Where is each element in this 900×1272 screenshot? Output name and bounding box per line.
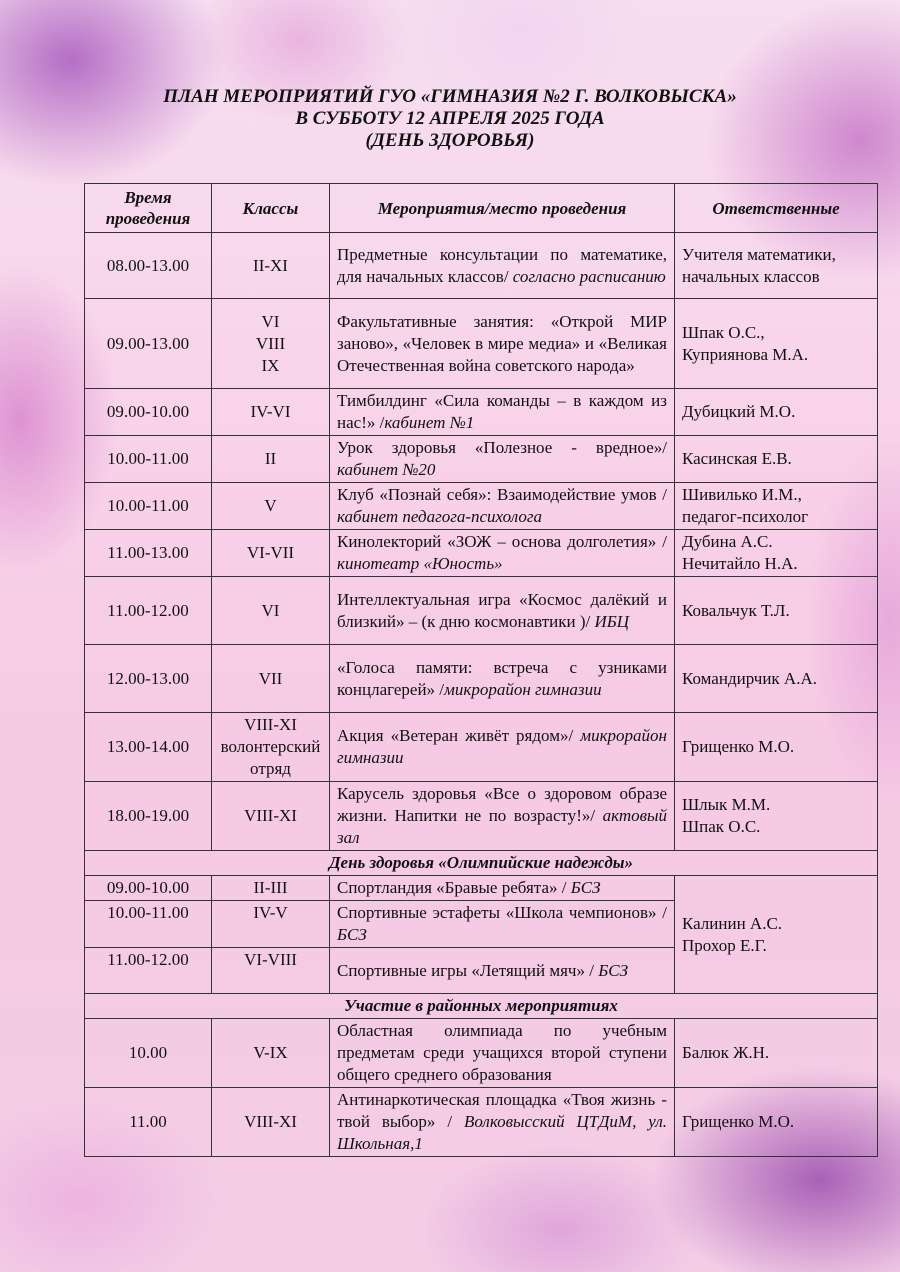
section-responsible: Калинин А.С. Прохор Е.Г. — [675, 876, 878, 994]
row-classes: VI-VIII — [212, 948, 330, 994]
row-time: 10.00-11.00 — [85, 901, 212, 948]
row-classes: VI-VII — [212, 530, 330, 577]
row-classes: II-XI — [212, 233, 330, 299]
title-line-3: (ДЕНЬ ЗДОРОВЬЯ) — [365, 130, 535, 151]
event-text: Урок здоровья «Полезное - вредное»/ — [337, 438, 667, 457]
row-classes: VI VIII IX — [212, 299, 330, 389]
row-event — [330, 389, 675, 436]
event-place: согласно расписанию — [512, 266, 666, 286]
row-event — [330, 299, 675, 389]
row-event — [330, 233, 675, 299]
event-place: актовый зал — [337, 806, 667, 847]
event-text: Факультативные занятия: «Открой МИР заново», «Человек в мире медиа» и «Великая Отечественная война советского народа» — [337, 311, 667, 375]
header-events: Мероприятия/место проведения — [330, 184, 675, 233]
event-text: Антинаркотическая площадка «Твоя жизнь - твой выбор» / — [337, 1090, 667, 1131]
row-classes: VIII-XI — [212, 1088, 330, 1157]
row-responsible: Ковальчук Т.Л. — [675, 577, 878, 645]
section-heading-row — [85, 994, 878, 1019]
table-row — [85, 713, 878, 782]
row-event — [330, 577, 675, 645]
event-place: БСЗ — [570, 878, 601, 897]
row-time: 11.00-13.00 — [85, 530, 212, 577]
row-time: 10.00 — [85, 1019, 212, 1088]
event-text: Тимбилдинг «Сила команды – в каждом из нас!» / — [337, 391, 667, 432]
header-responsible: Ответственные — [675, 184, 878, 233]
row-event — [330, 645, 675, 713]
row-time: 11.00-12.00 — [85, 948, 212, 994]
row-classes: VII — [212, 645, 330, 713]
page-title — [0, 86, 900, 152]
row-responsible: Командирчик А.А. — [675, 645, 878, 713]
table-row — [85, 1019, 878, 1088]
event-text: Карусель здоровья «Все о здоровом образе жизни. Напитки не по возрасту!»/ — [337, 784, 667, 825]
row-classes: II — [212, 436, 330, 483]
row-classes: II-III — [212, 876, 330, 901]
row-classes: VIII-XI — [212, 782, 330, 851]
row-event — [330, 901, 675, 948]
row-time: 10.00-11.00 — [85, 436, 212, 483]
row-responsible: Шпак О.С., Куприянова М.А. — [675, 299, 878, 389]
table-row — [85, 876, 878, 901]
row-event — [330, 436, 675, 483]
row-time: 18.00-19.00 — [85, 782, 212, 851]
row-event — [330, 713, 675, 782]
row-time: 09.00-10.00 — [85, 876, 212, 901]
row-event — [330, 530, 675, 577]
row-event — [330, 876, 675, 901]
event-place: кабинет №1 — [384, 413, 475, 432]
table-row — [85, 233, 878, 299]
event-place: БСЗ — [598, 960, 628, 980]
event-text: Акция «Ветеран живёт рядом»/ — [337, 726, 581, 745]
event-place: ИБЦ — [594, 611, 630, 631]
row-time: 11.00-12.00 — [85, 577, 212, 645]
event-place: Волковысский ЦТДиМ, ул. Школьная,1 — [337, 1112, 667, 1153]
row-responsible: Касинская Е.В. — [675, 436, 878, 483]
row-event — [330, 1088, 675, 1157]
row-responsible: Балюк Ж.Н. — [675, 1019, 878, 1088]
section-heading-row — [85, 851, 878, 876]
title-line-1: ПЛАН МЕРОПРИЯТИЙ ГУО «ГИМНАЗИЯ №2 Г. ВОЛКОВЫСКА» — [163, 86, 737, 107]
row-time: 08.00-13.00 — [85, 233, 212, 299]
row-event — [330, 948, 675, 994]
row-time: 11.00 — [85, 1088, 212, 1157]
row-responsible: Учителя математики, начальных классов — [675, 233, 878, 299]
row-responsible: Шлык М.М. Шпак О.С. — [675, 782, 878, 851]
event-text: Кинолекторий «ЗОЖ – основа долголетия» / — [337, 532, 667, 551]
table-row — [85, 782, 878, 851]
row-time: 12.00-13.00 — [85, 645, 212, 713]
header-classes: Классы — [212, 184, 330, 233]
row-classes: VI — [212, 577, 330, 645]
event-place: кинотеатр «Юность» — [337, 554, 503, 573]
table-row — [85, 645, 878, 713]
row-classes: V-IX — [212, 1019, 330, 1088]
table-row — [85, 436, 878, 483]
row-event — [330, 1019, 675, 1088]
header-time: Время проведения — [85, 184, 212, 233]
event-place: микрорайон гимназии — [337, 726, 667, 767]
table-row — [85, 530, 878, 577]
row-responsible: Грищенко М.О. — [675, 713, 878, 782]
event-place: кабинет №20 — [337, 460, 436, 479]
event-place: кабинет педагога-психолога — [337, 507, 543, 526]
title-line-2: В СУББОТУ 12 АПРЕЛЯ 2025 ГОДА — [295, 108, 605, 129]
section-district-title: Участие в районных мероприятиях — [85, 994, 878, 1019]
table-row — [85, 483, 878, 530]
row-responsible: Грищенко М.О. — [675, 1088, 878, 1157]
row-time: 09.00-13.00 — [85, 299, 212, 389]
event-text: Клуб «Познай себя»: Взаимодействие умов / — [337, 485, 667, 504]
table-row — [85, 577, 878, 645]
event-text: Областная олимпиада по учебным предметам среди учащихся второй ступени общего среднего образования — [337, 1021, 667, 1084]
table-row — [85, 389, 878, 436]
event-text: Спортландия «Бравые ребята» / — [337, 878, 571, 897]
row-classes: IV-VI — [212, 389, 330, 436]
row-time: 13.00-14.00 — [85, 713, 212, 782]
row-event — [330, 782, 675, 851]
row-event — [330, 483, 675, 530]
row-time: 09.00-10.00 — [85, 389, 212, 436]
section-olympic-title: День здоровья «Олимпийские надежды» — [85, 851, 878, 876]
event-text: Предметные консультации по математике, для начальных классов/ — [337, 244, 667, 286]
event-text: «Голоса памяти: встреча с узниками концлагерей» / — [337, 657, 667, 699]
event-text: Интеллектуальная игра «Космос далёкий и близкий» – (к дню космонавтики )/ — [337, 589, 667, 631]
table-row — [85, 1088, 878, 1157]
row-classes: VIII-XI волонтерский отряд — [212, 713, 330, 782]
event-text: Спортивные игры «Летящий мяч» / — [337, 960, 599, 980]
event-text: Спортивные эстафеты «Школа чемпионов» / — [337, 903, 667, 922]
event-place: БСЗ — [337, 925, 367, 944]
events-table — [84, 183, 878, 1157]
row-classes: V — [212, 483, 330, 530]
row-time: 10.00-11.00 — [85, 483, 212, 530]
table-header-row — [85, 184, 878, 233]
table-row — [85, 299, 878, 389]
row-responsible: Дубицкий М.О. — [675, 389, 878, 436]
row-classes: IV-V — [212, 901, 330, 948]
row-responsible: Дубина А.С. Нечитайло Н.А. — [675, 530, 878, 577]
row-responsible: Шивилько И.М., педагог-психолог — [675, 483, 878, 530]
event-place: микрорайон гимназии — [444, 679, 602, 699]
